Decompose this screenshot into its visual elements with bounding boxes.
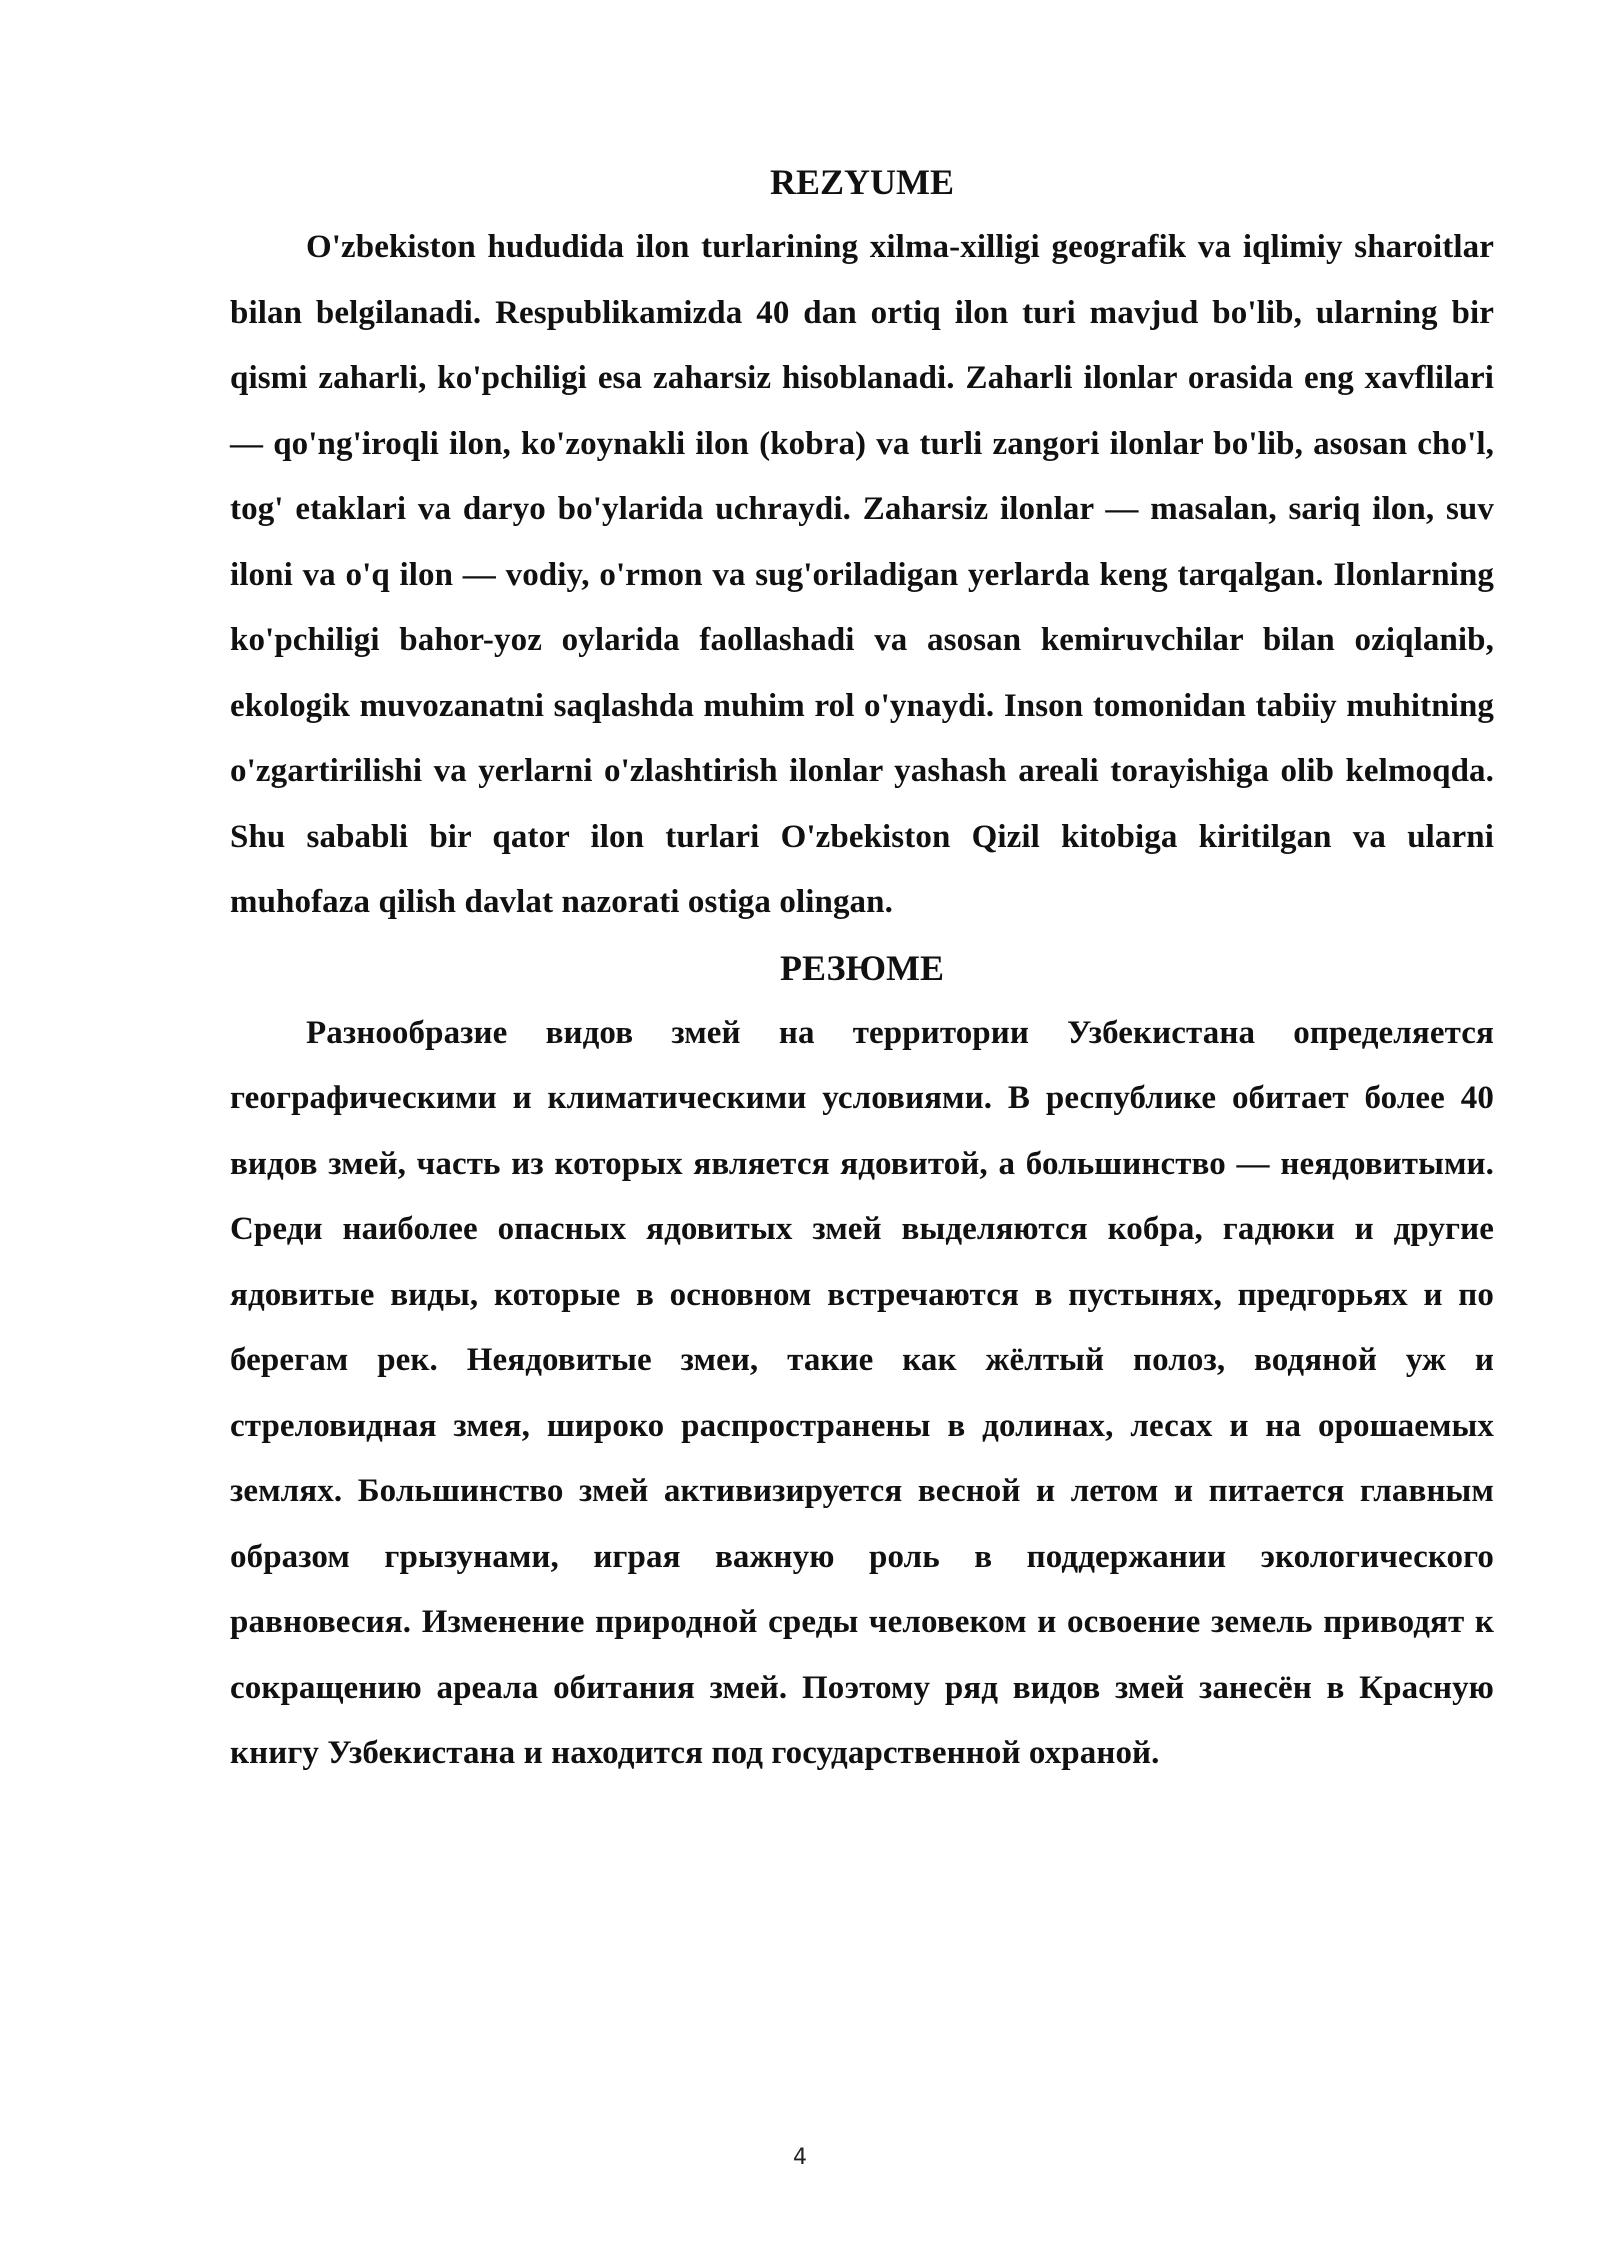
ru-summary-paragraph: Разнообразие видов змей на территории Узбекистана определяется географическими и климатическими условиями. В республике обитает более 40 видов змей, часть из которых является ядовитой, а большинство — неядовитыми. Среди наиболее опасных ядовитых змей выделяются кобра, гадюки и другие ядовитые виды, которые в основном встречаются в пустынях, предгорьях и по берегам рек. Неядовитые змеи, такие как жёлтый полоз, водяной уж и стреловидная змея, широко распространены в долинах, лесах и на орошаемых землях. Большинство змей активизируется весной и летом и питается главным образом грызунами, играя важную роль в поддержании экологического равновесия. Изменение природной среды человеком и освоение земель приводят к сокращению ареала обитания змей. Поэтому ряд видов змей занесён в Красную книгу Узбекистана и находится под государственной охраной. <box>230 1014 1494 1771</box>
page-number: 4 <box>793 2145 807 2170</box>
page-content <box>230 150 1494 1787</box>
uz-summary-paragraph: O'zbekiston hududida ilon turlarining xilma-xilligi geografik va iqlimiy sharoitlar bilan belgilanadi. Respublikamizda 40 dan ortiq ilon turi mavjud bo'lib, ularning bir qismi zaharli, ko'pchiligi esa zaharsiz hisoblanadi. Zaharli ilonlar orasida eng xavflilari — qo'ng'iroqli ilon, ko'zoynakli ilon (kobra) va turli zangori ilonlar bo'lib, asosan cho'l, tog' etaklari va daryo bo'ylarida uchraydi. Zaharsiz ilonlar — masalan, sariq ilon, suv iloni va o'q ilon — vodiy, o'rmon va sug'oriladigan yerlarda keng tarqalgan. Ilonlarning ko'pchiligi bahor-yoz oylarida faollashadi va asosan kemiruvchilar bilan oziqlanib, ekologik muvozanatni saqlashda muhim rol o'ynaydi. Inson tomonidan tabiiy muhitning o'zgartirilishi va yerlarni o'zlashtirish ilonlar yashash areali torayishiga olib kelmoqda. Shu sababli bir qator ilon turlari O'zbekiston Qizil kitobiga kiritilgan va ularni muhofaza qilish davlat nazorati ostiga olingan. <box>230 229 1494 920</box>
uz-summary-heading: REZYUME <box>769 162 954 202</box>
ru-summary-heading: РЕЗЮМЕ <box>780 947 944 988</box>
